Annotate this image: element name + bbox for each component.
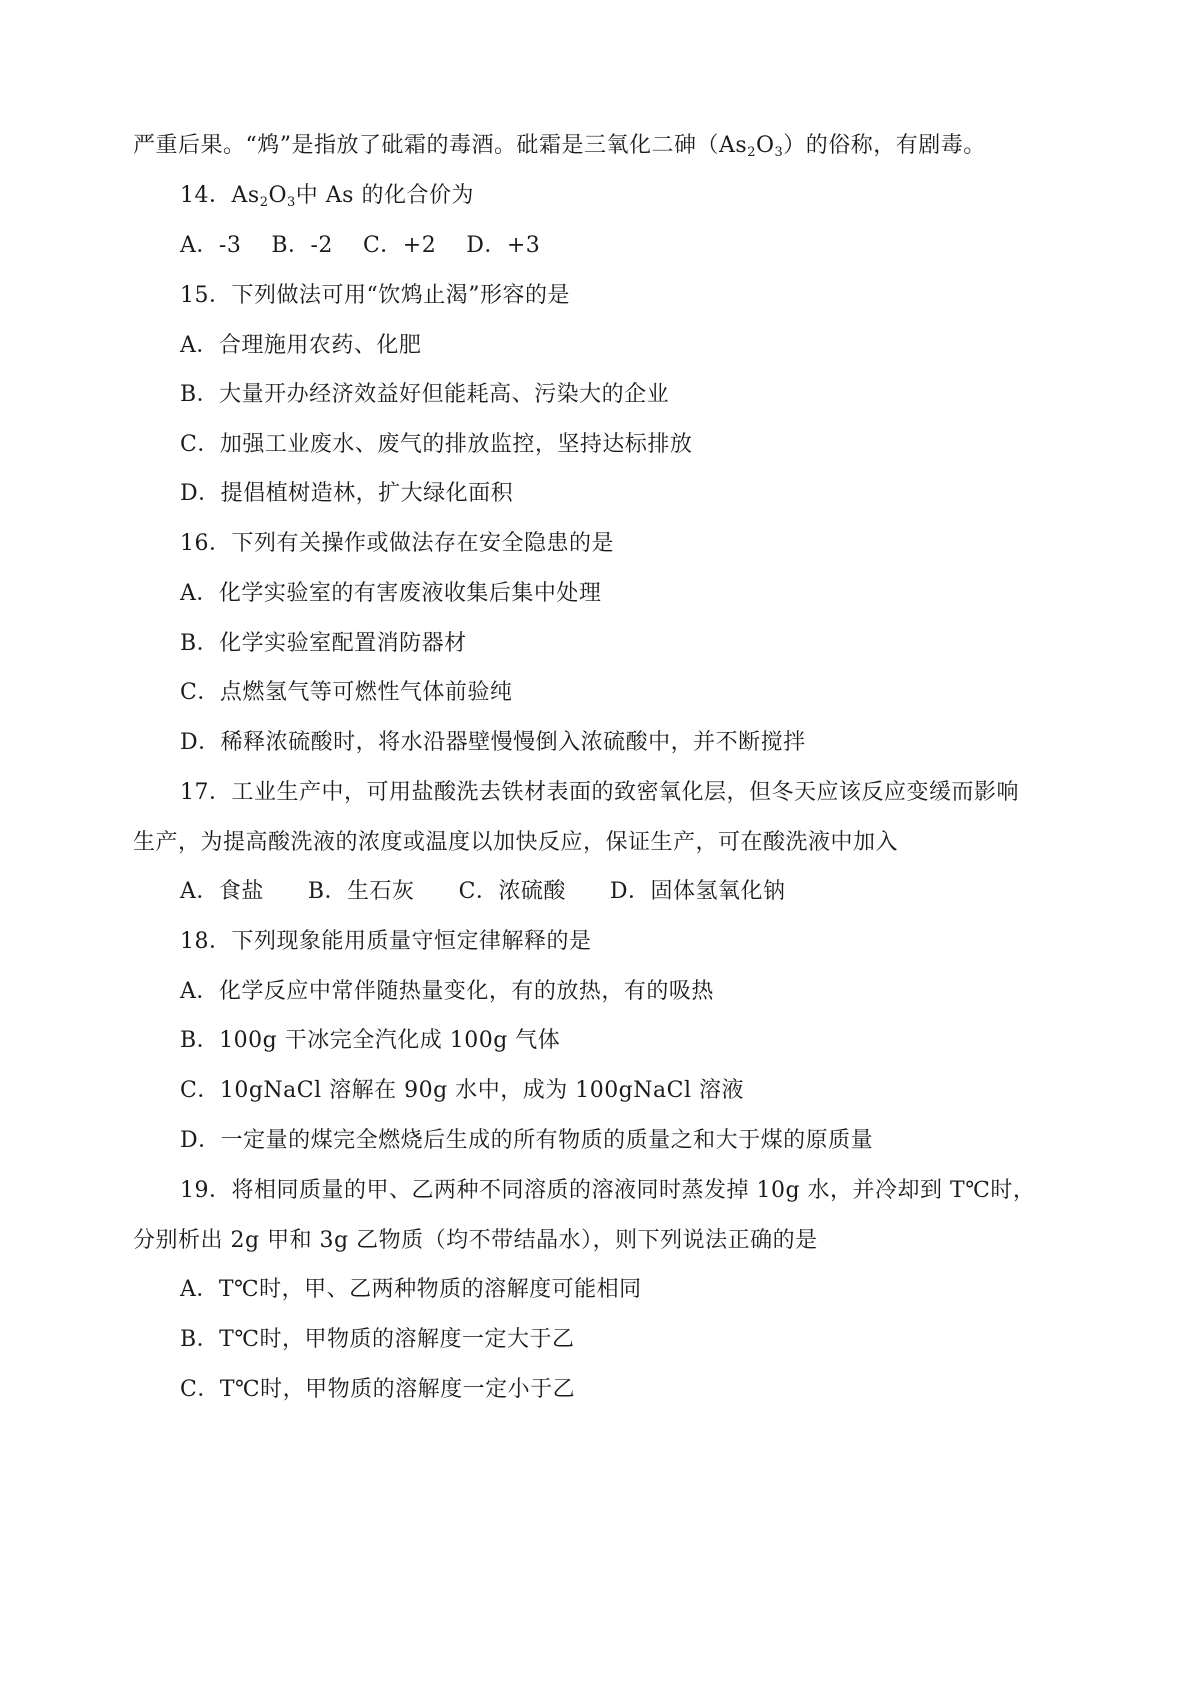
q14-stem [180,180,474,212]
q17-stem-line2: 生产，为提高酸洗液的浓度或温度以加快反应，保证生产，可在酸洗液中加入 [133,830,899,855]
q14-subscript: 2 [259,195,269,210]
intro-line [133,130,986,162]
q14-options [180,230,540,262]
q15-option-d: D．提倡植树造林，扩大绿化面积 [180,481,514,506]
q19-option-c: C．T℃时，甲物质的溶解度一定小于乙 [180,1377,576,1402]
intro-subscript: 3 [774,145,784,160]
q17-options [180,876,786,908]
q19-stem-line1: 19．将相同质量的甲、乙两种不同溶质的溶液同时蒸发掉 10g 水，并冷却到 T℃时， [180,1178,1036,1203]
q14-subscript: 3 [287,195,296,210]
q15-stem: 15．下列做法可用“饮鸩止渴”形容的是 [180,283,570,308]
q16-option-c: C．点燃氢气等可燃性气体前验纯 [180,680,513,705]
intro-subscript: 2 [747,145,756,160]
q17-option-d: D．固体氢氧化钠 [609,879,786,904]
q15-option-c: C．加强工业废水、废气的排放监控，坚持达标排放 [180,432,693,457]
q14-option-a: A．-3 [180,233,242,258]
q16-stem: 16．下列有关操作或做法存在安全隐患的是 [180,531,614,556]
q16-option-b: B．化学实验室配置消防器材 [180,631,467,656]
q17-option-b: B．生石灰 [307,879,415,904]
q14-stem-mid: O [268,183,288,208]
q18-option-b: B．100g 干冰完全汽化成 100g 气体 [180,1028,561,1053]
q14-stem-suffix: 中 As 的化合价为 [295,183,474,208]
q19-option-b: B．T℃时，甲物质的溶解度一定大于乙 [180,1327,575,1352]
q17-option-c: C．浓硫酸 [458,879,566,904]
intro-text-mid: O [755,133,775,158]
q18-option-a: A．化学反应中常伴随热量变化，有的放热，有的吸热 [180,979,714,1004]
intro-text-prefix: 严重后果。“鸩”是指放了砒霜的毒酒。砒霜是三氧化二砷（As [133,133,748,158]
q16-option-a: A．化学实验室的有害废液收集后集中处理 [180,581,602,606]
q18-option-c: C．10gNaCl 溶解在 90g 水中，成为 100gNaCl 溶液 [180,1078,744,1103]
q14-option-d: D．+3 [466,233,541,258]
q18-stem: 18．下列现象能用质量守恒定律解释的是 [180,929,592,954]
q15-option-a: A．合理施用农药、化肥 [180,333,422,358]
q16-option-d: D．稀释浓硫酸时，将水沿器壁慢慢倒入浓硫酸中，并不断搅拌 [180,730,806,755]
q14-option-c: C．+2 [362,233,437,258]
q17-stem-line1: 17．工业生产中，可用盐酸洗去铁材表面的致密氧化层，但冬天应该反应变缓而影响 [180,780,1019,805]
q19-option-a: A．T℃时，甲、乙两种物质的溶解度可能相同 [180,1277,642,1302]
intro-text-suffix: ）的俗称，有剧毒。 [783,133,986,158]
q15-option-b: B．大量开办经济效益好但能耗高、污染大的企业 [180,382,670,407]
q19-stem-line2: 分别析出 2g 甲和 3g 乙物质（均不带结晶水），则下列说法正确的是 [133,1228,818,1253]
q14-stem-prefix: 14．As [180,183,260,208]
q17-option-a: A．食盐 [180,879,264,904]
q14-option-b: B．-2 [271,233,333,258]
q18-option-d: D．一定量的煤完全燃烧后生成的所有物质的质量之和大于煤的原质量 [180,1128,874,1153]
